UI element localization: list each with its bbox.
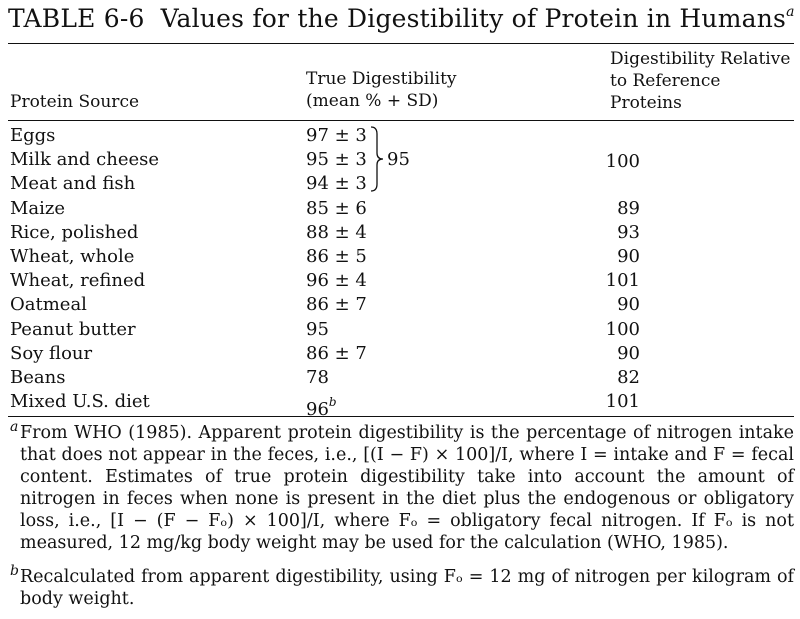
- row-relative-digestibility: 101: [605, 270, 640, 292]
- row-source: Oatmeal: [10, 294, 87, 316]
- footnote-a-mark: a: [10, 419, 19, 435]
- table-row: [0, 366, 800, 390]
- table-row: [0, 390, 800, 421]
- footnote-b-text: Recalculated from apparent digestibility, using Fₒ = 12 mg of nitrogen per kilogram of body weight.: [20, 567, 794, 609]
- footnote-b-mark: b: [10, 563, 19, 579]
- group-combined-relative: 100: [605, 151, 640, 172]
- table-title-text: Values for the Digestibility of Protein in Humans: [160, 4, 787, 33]
- row-true-digestibility: 95 ± 3: [306, 149, 367, 171]
- top-rule: [8, 43, 794, 44]
- row-true-digestibility: 97 ± 3: [306, 125, 367, 146]
- title-footnote-mark: a: [786, 4, 795, 20]
- group-combined-true: 95: [387, 149, 410, 170]
- table-row: [0, 197, 800, 221]
- table-row: [0, 124, 800, 148]
- row-true-digestibility: 78: [306, 366, 329, 388]
- row-relative-digestibility: 82: [617, 366, 640, 388]
- table-row: [0, 221, 800, 245]
- row-true-digestibility: 85 ± 6: [306, 197, 367, 219]
- row-footnote-mark: b: [328, 395, 337, 410]
- table-row: [0, 245, 800, 269]
- table-title: [8, 4, 795, 33]
- row-true-digestibility: 86 ± 7: [306, 342, 367, 364]
- row-relative-digestibility: 93: [617, 221, 640, 243]
- row-source: Meat and fish: [10, 173, 136, 195]
- table-row: [0, 269, 800, 293]
- row-true-digestibility: 86 ± 5: [306, 245, 367, 267]
- row-relative-digestibility: 100: [605, 318, 640, 340]
- row-true-digestibility: 95: [306, 318, 329, 340]
- header-rule: [8, 120, 794, 121]
- row-true-digestibility: 94 ± 3: [306, 173, 367, 195]
- table-row: [0, 342, 800, 366]
- row-source: Mixed U.S. diet: [10, 391, 150, 413]
- table-label: TABLE 6-6: [8, 4, 145, 33]
- header-relative-digestibility: [610, 48, 790, 114]
- row-source: Beans: [10, 366, 66, 388]
- header-true-line1: True Digestibility: [306, 69, 457, 89]
- bottom-rule: [8, 416, 794, 417]
- row-true-digestibility: 96 ± 4: [306, 270, 367, 292]
- row-source: Milk and cheese: [10, 149, 160, 171]
- row-source: Wheat, refined: [10, 270, 146, 292]
- row-relative-digestibility: 90: [617, 294, 640, 316]
- row-relative-digestibility: 89: [617, 197, 640, 219]
- footnote-b: [8, 563, 794, 610]
- row-source: Peanut butter: [10, 318, 136, 340]
- group-brace: [370, 126, 384, 192]
- row-source: Wheat, whole: [10, 245, 135, 267]
- row-relative-digestibility: 90: [617, 245, 640, 267]
- header-rel-line2: to Reference: [610, 71, 721, 91]
- table-row: [0, 172, 800, 196]
- footnote-a-text: From WHO (1985). Apparent protein digestibility is the percentage of nitrogen intake that does not appear in the feces, i.e., [(I − F) × 100]/I, where I = intake and F = fecal content. Estimates of true protein digestibility take into account the amount of nitrogen in feces when none is present in the diet plus the endogenous or obligatory loss, i.e., [I − (F − Fₒ) × 100]/I, where Fₒ = obligatory fecal nitrogen. If Fₒ is not measured, 12 mg/kg body weight may be used for the calculation (WHO, 1985).: [20, 423, 794, 553]
- header-true-line2: (mean % + SD): [306, 91, 439, 111]
- row-source: Maize: [10, 197, 66, 219]
- row-true-value: 96: [306, 399, 329, 421]
- row-relative-digestibility: 101: [605, 391, 640, 413]
- row-source: Soy flour: [10, 342, 93, 364]
- header-rel-line3: Proteins: [610, 93, 682, 113]
- header-true-digestibility: [306, 68, 457, 112]
- row-source: Rice, polished: [10, 221, 139, 243]
- row-relative-digestibility: 90: [617, 342, 640, 364]
- row-source: Eggs: [10, 125, 56, 146]
- table-row: [0, 318, 800, 342]
- row-true-digestibility: [306, 390, 337, 422]
- row-true-digestibility: 88 ± 4: [306, 221, 367, 243]
- footnote-a: [8, 419, 794, 554]
- header-protein-source: Protein Source: [10, 92, 140, 112]
- header-rel-line1: Digestibility Relative: [610, 49, 791, 69]
- table-row: [0, 293, 800, 317]
- row-true-digestibility: 86 ± 7: [306, 294, 367, 316]
